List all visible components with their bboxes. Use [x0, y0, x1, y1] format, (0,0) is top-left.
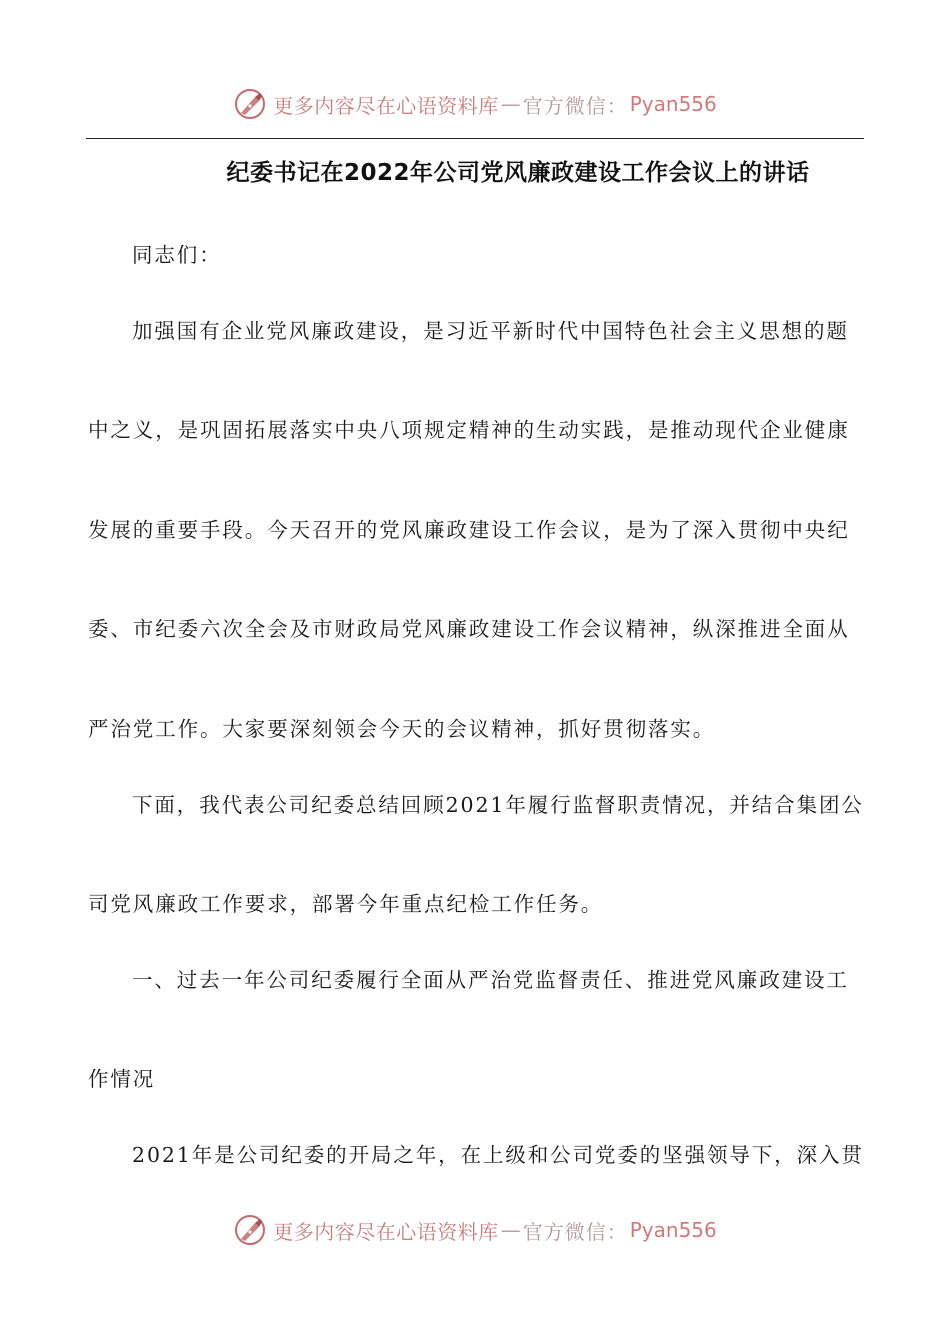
section-heading-line: 作情况 [88, 1067, 156, 1091]
body-line: 发展的重要手段。今天召开的党风廉政建设工作会议，是为了深入贯彻中央纪 [88, 518, 850, 542]
body-line: 2021年是公司纪委的开局之年，在上级和公司党委的坚强领导下，深入贯 [132, 1143, 864, 1167]
footer-dash: — [500, 1218, 521, 1242]
body-line: 严治党工作。大家要深刻领会今天的会议精神，抓好贯彻落实。 [88, 717, 716, 741]
body-line: 加强国有企业党风廉政建设，是习近平新时代中国特色社会主义思想的题 [132, 319, 849, 343]
header-brand-text: 更多内容尽在心语资料库 [273, 93, 499, 118]
footer-wechat-id: Pyan556 [629, 1218, 717, 1242]
footer-contact-label: 官方微信： [522, 1219, 628, 1244]
footer-brand-text: 更多内容尽在心语资料库 [273, 1219, 499, 1244]
salutation-line: 同志们： [132, 243, 222, 267]
pen-nib-circle-icon [233, 1213, 267, 1247]
body-line: 下面，我代表公司纪委总结回顾2021年履行监督职责情况，并结合集团公 [132, 793, 864, 817]
header-dash: — [500, 92, 521, 116]
footer-banner [0, 1208, 950, 1252]
header-banner [0, 82, 950, 126]
header-divider [86, 138, 864, 139]
body-line: 司党风廉政工作要求，部署今年重点纪检工作任务。 [88, 892, 604, 916]
body-line: 委、市纪委六次全会及市财政局党风廉政建设工作会议精神，纵深推进全面从 [88, 617, 850, 641]
pen-nib-circle-icon [233, 87, 267, 121]
document-title: 纪委书记在2022年公司党风廉政建设工作会议上的讲话 [226, 160, 810, 186]
body-line: 中之义，是巩固拓展落实中央八项规定精神的生动实践，是推动现代企业健康 [88, 418, 850, 442]
section-heading-line: 一、过去一年公司纪委履行全面从严治党监督责任、推进党风廉政建设工 [132, 968, 849, 992]
header-wechat-id: Pyan556 [629, 92, 717, 116]
header-contact-label: 官方微信： [522, 93, 628, 118]
